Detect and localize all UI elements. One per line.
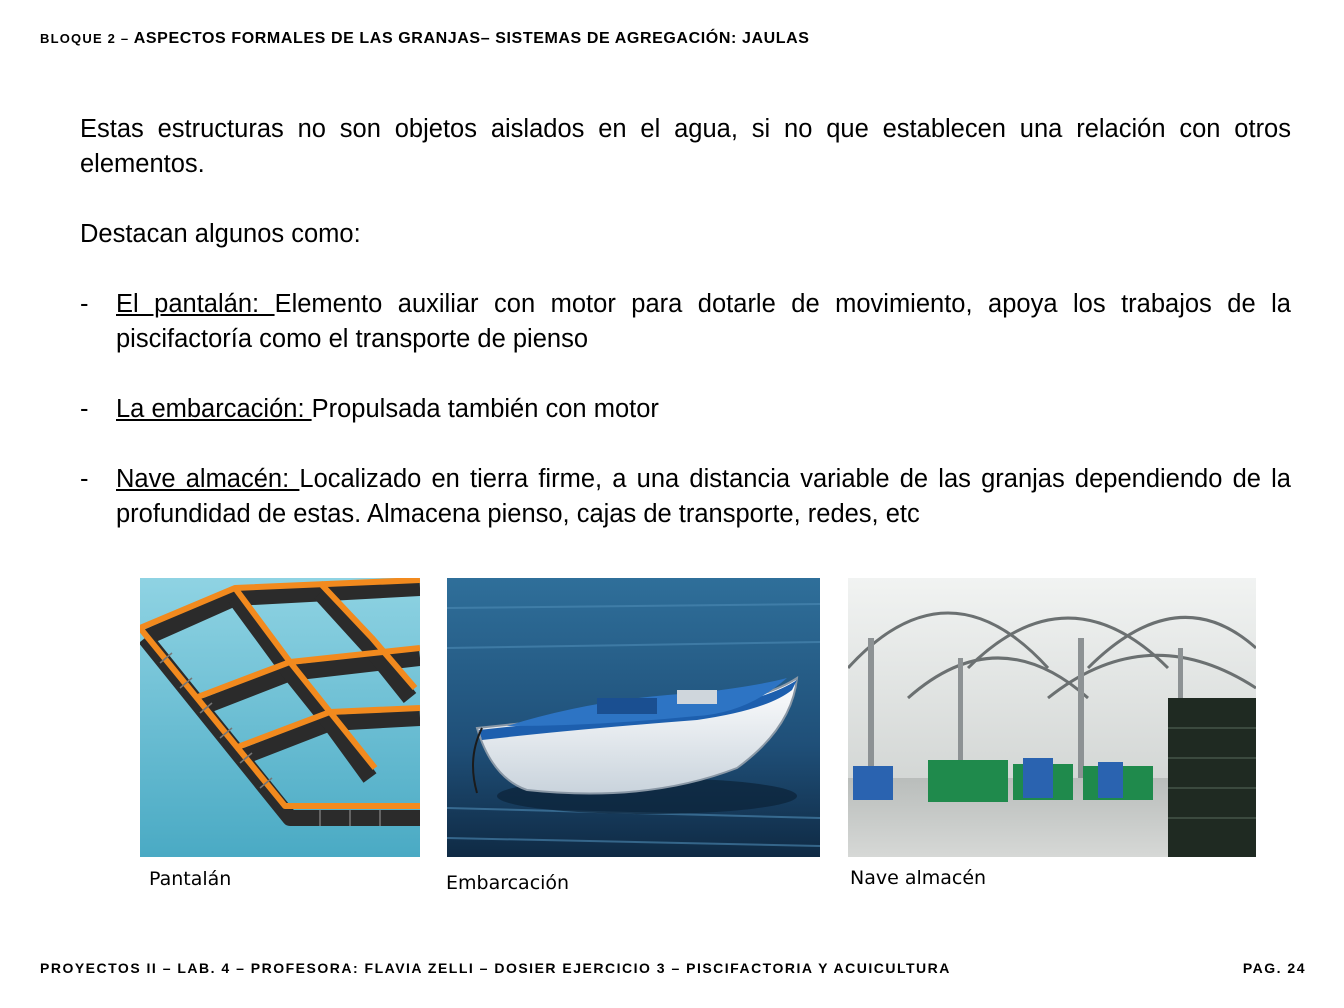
page-number: PAG. 24 xyxy=(1242,960,1306,976)
header-title: ASPECTOS FORMALES DE LAS GRANJAS– SISTEMAS DE AGREGACIÓN: JAULAS xyxy=(133,30,810,47)
slide-body xyxy=(80,112,1291,532)
slide-header xyxy=(40,30,810,48)
embarcacion-image xyxy=(447,578,820,857)
caption-pantalan: Pantalán xyxy=(149,868,232,890)
list-bullet: - xyxy=(80,465,89,493)
item-text: Propulsada también con motor xyxy=(311,395,659,423)
slide-footer xyxy=(40,960,1306,976)
nave-almacen-image xyxy=(848,578,1256,857)
lead-paragraph: Destacan algunos como: xyxy=(80,220,361,248)
item-text: Elemento auxiliar con motor para dotarle de movimiento, apoya los trabajos de la piscifactoría como el transporte de pienso xyxy=(116,290,1291,353)
intro-paragraph: Estas estructuras no son objetos aislados en el agua, si no que establecen una relación con otros elementos. xyxy=(80,115,1291,178)
list-item-embarcacion xyxy=(80,392,1291,427)
item-text: Localizado en tierra firme, a una distancia variable de las granjas dependiendo de la profundidad de estas. Almacena pienso, cajas de transporte, redes, etc xyxy=(116,465,1291,528)
caption-nave-almacen: Nave almacén xyxy=(850,867,987,889)
item-label: Nave almacén: xyxy=(116,465,300,493)
item-label: La embarcación: xyxy=(116,395,312,423)
list-bullet: - xyxy=(80,290,89,318)
caption-embarcacion: Embarcación xyxy=(446,872,570,894)
list-item-nave xyxy=(80,462,1291,532)
footer-course-info: PROYECTOS II – LAB. 4 – PROFESORA: FLAVIA ZELLI – DOSIER EJERCICIO 3 – PISCIFACTORIA Y ACUICULTURA xyxy=(40,960,951,976)
list-item-pantalan xyxy=(80,287,1291,357)
pantalan-image xyxy=(140,578,420,857)
list-bullet: - xyxy=(80,395,89,423)
header-prefix: BLOQUE 2 – xyxy=(40,31,130,46)
item-label: El pantalán: xyxy=(116,290,275,318)
